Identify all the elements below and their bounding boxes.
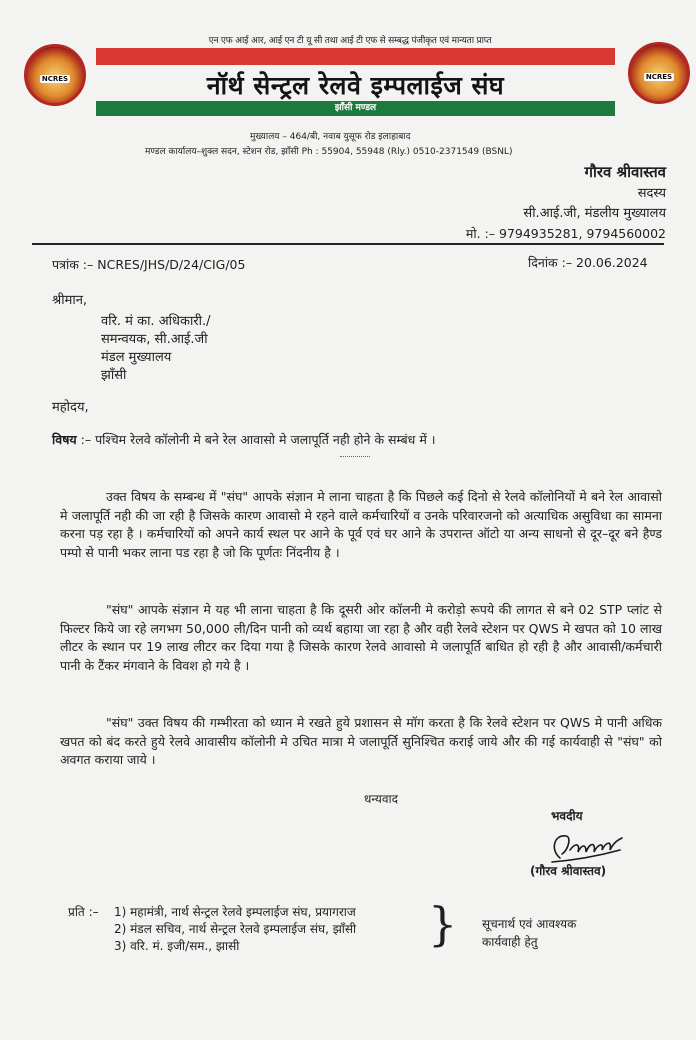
sender-name: गौरव श्रीवास्तव [584,163,666,181]
logo-text: NCRES [41,75,69,84]
copy-to-note [482,915,576,951]
subject-label: विषय [52,432,77,447]
signatory-name: (गौरव श्रीवास्तव) [530,864,607,878]
body-paragraph: "संघ" उक्त विषय की गम्भीरता को ध्यान मे रखते हुये प्रशासन से मॉग करता है कि रेलवे स्टेशन पर QWS मे पानी अधिक खपत को बंद करते हुये रेलवे आवासीय कॉलोनी मे उचित मात्रा मे जलापूर्ति सुनिश्चित कराई जाये और की गई कार्यवाही से "संघ" को अवगत कराया जाये । [60,715,662,767]
body-paragraph: उक्त विषय के सम्बन्ध में "संघ" आपके संज्ञान मे लाना चाहता है कि पिछले कई दिनो से रेलवे कॉलोनियों मे बने रेल आवासो मे जलापूर्ति नही की जा रही है जिसके कारण आवासो मे रहने वाले कर्मचारियों व उनके परिवारजनो को अत्याधिक असुविधा का सामना करना पड़ रहा है । कर्मचारियों को अपने कार्य स्थल पर आने के पूर्व एवं घर आने के उपरान्त ऑटो या अन्य साधनो से दूर–दूर बने हैण्ड पम्पो से पानी भकर लाना पड रहा है जो कि पूर्णतः निंदनीय है । [60,489,662,560]
subject-text: :– पश्चिम रेलवे कॉलोनी मे बने रेल आवासो मे जलापूर्ति नही होने के सम्बंध में । [76,432,436,447]
union-name: नॉर्थ सेन्ट्रल रेलवे इम्पलाईज संघ [206,71,505,100]
copy-to-brace: } [428,897,458,951]
subject-separator [340,456,370,457]
sender-mobile: मो. :– 9794935281, 9794560002 [465,226,666,241]
headquarters-address: मुख्यालय – 464/बी, नवाब युसूफ रोड इलाहाबाद [250,132,411,142]
greeting: महोदय, [52,400,89,415]
union-logo-right [628,42,690,104]
closing: भवदीय [551,809,583,823]
header-red-bar [96,48,615,65]
body-paragraph: "संघ" आपके संज्ञान मे यह भी लाना चाहता है कि दूसरी ओर कॉलनी मे करोड़ो रूपये की लागत से बने 02 STP प्लांट से फिल्टर किये जा रहे लगभग 50,000 ली/दिन पानी को व्यर्थ बहाया जा रहा है और वही रेलवे स्टेशन पर QWS मे खपत को 10 लाख लीटर के स्थान पर 19 लाख लीटर कर दिया गया है जिसके कारण रेलवे आवासो मे जलापूर्ति बाधित हो रही है और आवासी/कर्मचारी पानी के टैंकर मंगवाने के विवश हो गये है । [60,602,662,673]
address-line: समन्वयक, सी.आई.जी [101,332,208,347]
copy-to-item: 1) महामंत्री, नार्थ सेन्ट्रल रेलवे इम्पलाईज संघ, प्रयागराज [114,905,356,919]
division-label: झाँसी मण्डल [334,103,377,113]
copy-to-item: 3) वरि. मं. इजी/सम., झासी [114,939,240,953]
copy-to-note-line: सूचनार्थ एवं आवश्यक [482,917,577,931]
subject-line [52,431,436,448]
address-line: मंडल मुख्यालय [101,350,172,365]
sender-office: सी.आई.जी, मंडलीय मुख्यालय [523,206,666,221]
office-address: मण्डल कार्यालय–शुक्ल सदन, स्टेशन रोड, झाँसी Ph : 55904, 55948 (Rly.) 0510-2371549 (BSNL) [145,147,513,157]
address-line: वरि. मं का. अधिकारी./ [101,314,211,329]
reference-number: पत्रांक :– NCRES/JHS/D/24/CIG/05 [52,257,246,272]
logo-text: NCRES [645,73,673,82]
sender-designation: सदस्य [637,186,666,201]
letter-date: दिनांक :– 20.06.2024 [528,255,648,270]
copy-to-item: 2) मंडल सचिव, नार्थ सेन्ट्रल रेलवे इम्पलाईज संघ, झाँसी [114,922,357,936]
salutation: श्रीमान, [52,293,88,308]
header-divider [32,243,664,245]
thanks: धन्यवाद [364,792,399,806]
copy-to-note-line: कार्यवाही हेतु [482,935,538,949]
copy-to-label: प्रति :– [68,905,99,919]
union-logo-left [24,44,86,106]
handwritten-signature [546,820,626,868]
registration-line: एन एफ आई आर, आई एन टी यू सी तथा आई टी एफ से सम्बद्ध पंजीकृत एवं मान्यता प्राप्त [208,36,492,46]
address-line: झाँसी [101,368,127,383]
